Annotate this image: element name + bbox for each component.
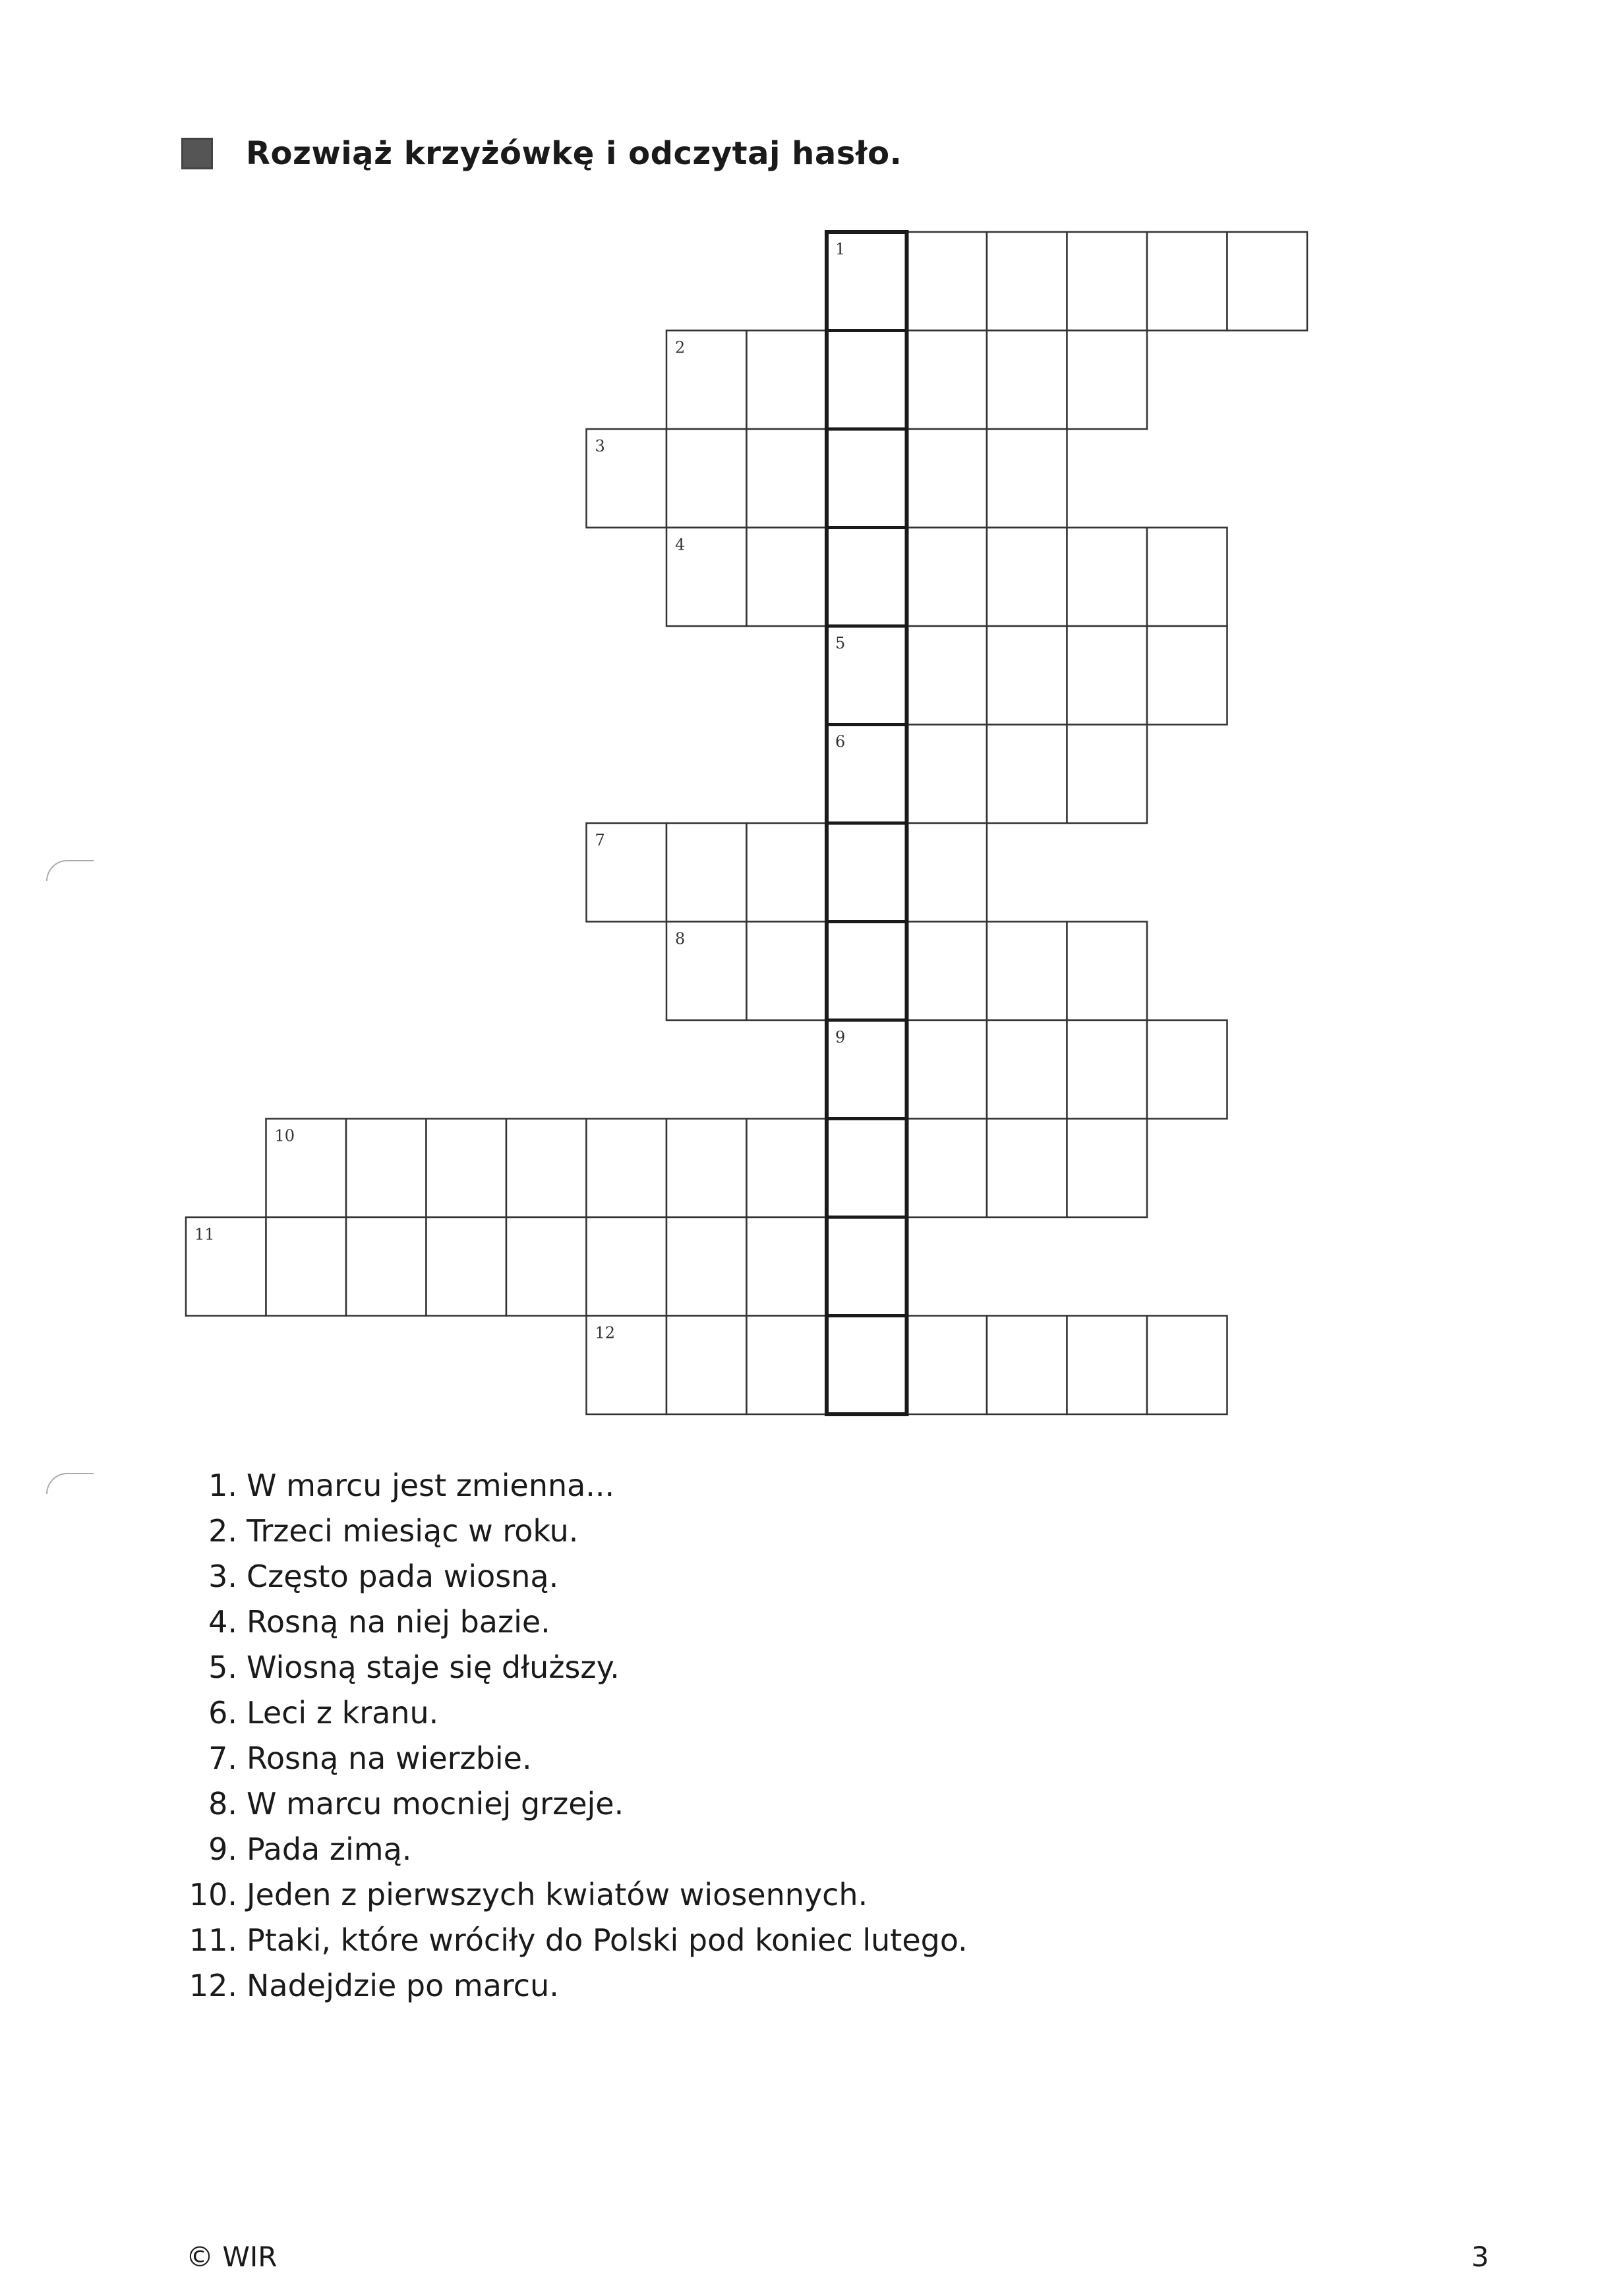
crossword-cell[interactable] — [1067, 922, 1148, 1021]
password-cell[interactable] — [827, 1316, 907, 1415]
crossword-cell[interactable] — [907, 823, 987, 922]
crossword-cell[interactable] — [1067, 331, 1148, 430]
clue-number: 10. — [189, 1877, 237, 1912]
crossword-cell[interactable] — [747, 528, 827, 627]
clue-number-label: 11 — [194, 1225, 215, 1244]
clue-list — [185, 1463, 968, 2009]
clue-item — [185, 1827, 968, 1872]
password-cell[interactable] — [827, 528, 907, 627]
crossword-cell[interactable] — [666, 1119, 747, 1218]
crossword-row — [827, 725, 1147, 824]
clue-number-label: 3 — [595, 437, 605, 455]
crossword-cell[interactable] — [1067, 1316, 1148, 1415]
clue-item — [185, 1690, 968, 1736]
crossword-cell[interactable] — [987, 922, 1067, 1021]
scan-mark — [46, 1473, 94, 1494]
crossword-cell[interactable] — [666, 823, 747, 922]
clue-text: Rosną na wierzbie. — [247, 1740, 532, 1776]
crossword-cell[interactable] — [747, 823, 827, 922]
crossword-cell[interactable] — [747, 1217, 827, 1316]
clue-number: 3. — [208, 1559, 237, 1594]
crossword-cell[interactable] — [907, 922, 987, 1021]
clue-number-label: 8 — [675, 929, 686, 948]
crossword-cell[interactable] — [1067, 725, 1148, 824]
clue-item — [185, 1736, 968, 1781]
crossword-cell[interactable] — [666, 1316, 747, 1415]
clue-number-label: 12 — [595, 1323, 616, 1342]
clue-item — [185, 1963, 968, 2009]
crossword-cell[interactable] — [747, 922, 827, 1021]
clue-item — [185, 1554, 968, 1599]
password-cell[interactable] — [827, 1119, 907, 1218]
clue-number-label: 4 — [675, 535, 686, 554]
crossword-cell[interactable] — [1147, 528, 1227, 627]
clue-number-label: 5 — [835, 634, 846, 652]
crossword-cell[interactable] — [587, 1217, 667, 1316]
clue-item — [185, 1463, 968, 1508]
crossword-cell[interactable] — [506, 1119, 587, 1218]
clue-text: Trzeci miesiąc w roku. — [247, 1513, 579, 1549]
clue-number-label: 2 — [675, 338, 686, 357]
crossword-cell[interactable] — [907, 232, 987, 331]
clue-number: 7. — [208, 1740, 237, 1776]
crossword-cell[interactable] — [747, 1119, 827, 1218]
password-cell[interactable] — [827, 823, 907, 922]
password-cell[interactable] — [827, 922, 907, 1021]
clue-text: Leci z kranu. — [247, 1695, 439, 1731]
clue-text: Często pada wiosną. — [247, 1559, 559, 1594]
crossword-cell[interactable] — [427, 1217, 507, 1316]
clue-text: Ptaki, które wróciły do Polski pod koniec lutego. — [247, 1922, 968, 1958]
crossword-cell[interactable] — [1147, 1316, 1227, 1415]
clue-number-label: 9 — [835, 1028, 846, 1047]
crossword-cell[interactable] — [907, 331, 987, 430]
clue-number: 9. — [208, 1831, 237, 1867]
crossword-cell[interactable] — [666, 1217, 747, 1316]
crossword-cell[interactable] — [987, 725, 1067, 824]
clue-text: W marcu mocniej grzeje. — [247, 1786, 624, 1822]
clue-number-label: 7 — [595, 831, 605, 849]
clue-text: Nadejdzie po marcu. — [247, 1968, 559, 2003]
clue-number: 11. — [189, 1922, 237, 1958]
crossword-cell[interactable] — [1067, 1020, 1148, 1119]
clue-text: Rosną na niej bazie. — [247, 1604, 550, 1640]
crossword-cell[interactable] — [907, 1119, 987, 1218]
crossword-row — [186, 1217, 907, 1316]
crossword-cell[interactable] — [987, 626, 1067, 725]
crossword-cell[interactable] — [987, 331, 1067, 430]
crossword-cell[interactable] — [1067, 626, 1148, 725]
clue-text: Jeden z pierwszych kwiatów wiosennych. — [247, 1877, 868, 1912]
clue-number: 4. — [208, 1604, 237, 1640]
clue-number: 5. — [208, 1650, 237, 1685]
crossword-cell[interactable] — [1067, 232, 1148, 331]
clue-text: Wiosną staje się dłuższy. — [247, 1650, 620, 1685]
crossword-cell[interactable] — [427, 1119, 507, 1218]
password-cell[interactable] — [827, 1217, 907, 1316]
clue-text: W marcu jest zmienna... — [247, 1468, 615, 1503]
crossword-cell[interactable] — [987, 429, 1067, 528]
crossword-row — [827, 232, 1307, 331]
clue-item — [185, 1508, 968, 1554]
clue-number: 2. — [208, 1513, 237, 1549]
password-cell[interactable] — [827, 429, 907, 528]
clue-number-label: 10 — [274, 1126, 295, 1145]
copyright-text: © WIR — [186, 2241, 278, 2273]
crossword-cell[interactable] — [987, 1020, 1067, 1119]
crossword-cell[interactable] — [987, 232, 1067, 331]
crossword-cell[interactable] — [346, 1217, 427, 1316]
crossword-cell[interactable] — [987, 1119, 1067, 1218]
crossword-cell[interactable] — [266, 1217, 347, 1316]
crossword-cell[interactable] — [907, 1316, 987, 1415]
exercise-title: Rozwiąż krzyżówkę i odczytaj hasło. — [246, 135, 902, 172]
crossword-row — [827, 626, 1227, 725]
crossword-cell[interactable] — [1147, 1020, 1227, 1119]
crossword-cell[interactable] — [747, 1316, 827, 1415]
crossword-cell[interactable] — [747, 429, 827, 528]
crossword-cell[interactable] — [987, 1316, 1067, 1415]
clue-number-label: 1 — [835, 240, 846, 258]
crossword-cell[interactable] — [506, 1217, 587, 1316]
password-cell[interactable] — [827, 331, 907, 430]
crossword-cell[interactable] — [747, 331, 827, 430]
crossword-cell[interactable] — [1227, 232, 1308, 331]
crossword-cell[interactable] — [666, 429, 747, 528]
crossword-cell[interactable] — [907, 725, 987, 824]
clue-number: 8. — [208, 1786, 237, 1822]
crossword-cell[interactable] — [907, 528, 987, 627]
crossword-cell[interactable] — [1067, 528, 1148, 627]
clue-number-label: 6 — [835, 732, 846, 751]
clue-number: 6. — [208, 1695, 237, 1731]
crossword-cell[interactable] — [346, 1119, 427, 1218]
page-number: 3 — [1471, 2241, 1489, 2273]
clue-number: 1. — [208, 1468, 237, 1503]
clue-item — [185, 1872, 968, 1918]
clue-item — [185, 1918, 968, 1963]
crossword-cell[interactable] — [587, 1119, 667, 1218]
clue-item — [185, 1645, 968, 1690]
crossword-cell[interactable] — [1067, 1119, 1148, 1218]
crossword-cell[interactable] — [1147, 626, 1227, 725]
clue-number: 12. — [189, 1968, 237, 2003]
crossword-cell[interactable] — [907, 626, 987, 725]
crossword-cell[interactable] — [907, 429, 987, 528]
crossword-row — [827, 1020, 1227, 1119]
clue-item — [185, 1599, 968, 1645]
crossword-cell[interactable] — [1147, 232, 1227, 331]
crossword-cell[interactable] — [987, 528, 1067, 627]
crossword-row — [266, 1119, 1148, 1218]
crossword-row — [587, 823, 987, 922]
crossword-cell[interactable] — [907, 1020, 987, 1119]
crossword-row — [666, 528, 1227, 627]
clue-item — [185, 1781, 968, 1827]
clue-text: Pada zimą. — [247, 1831, 412, 1867]
